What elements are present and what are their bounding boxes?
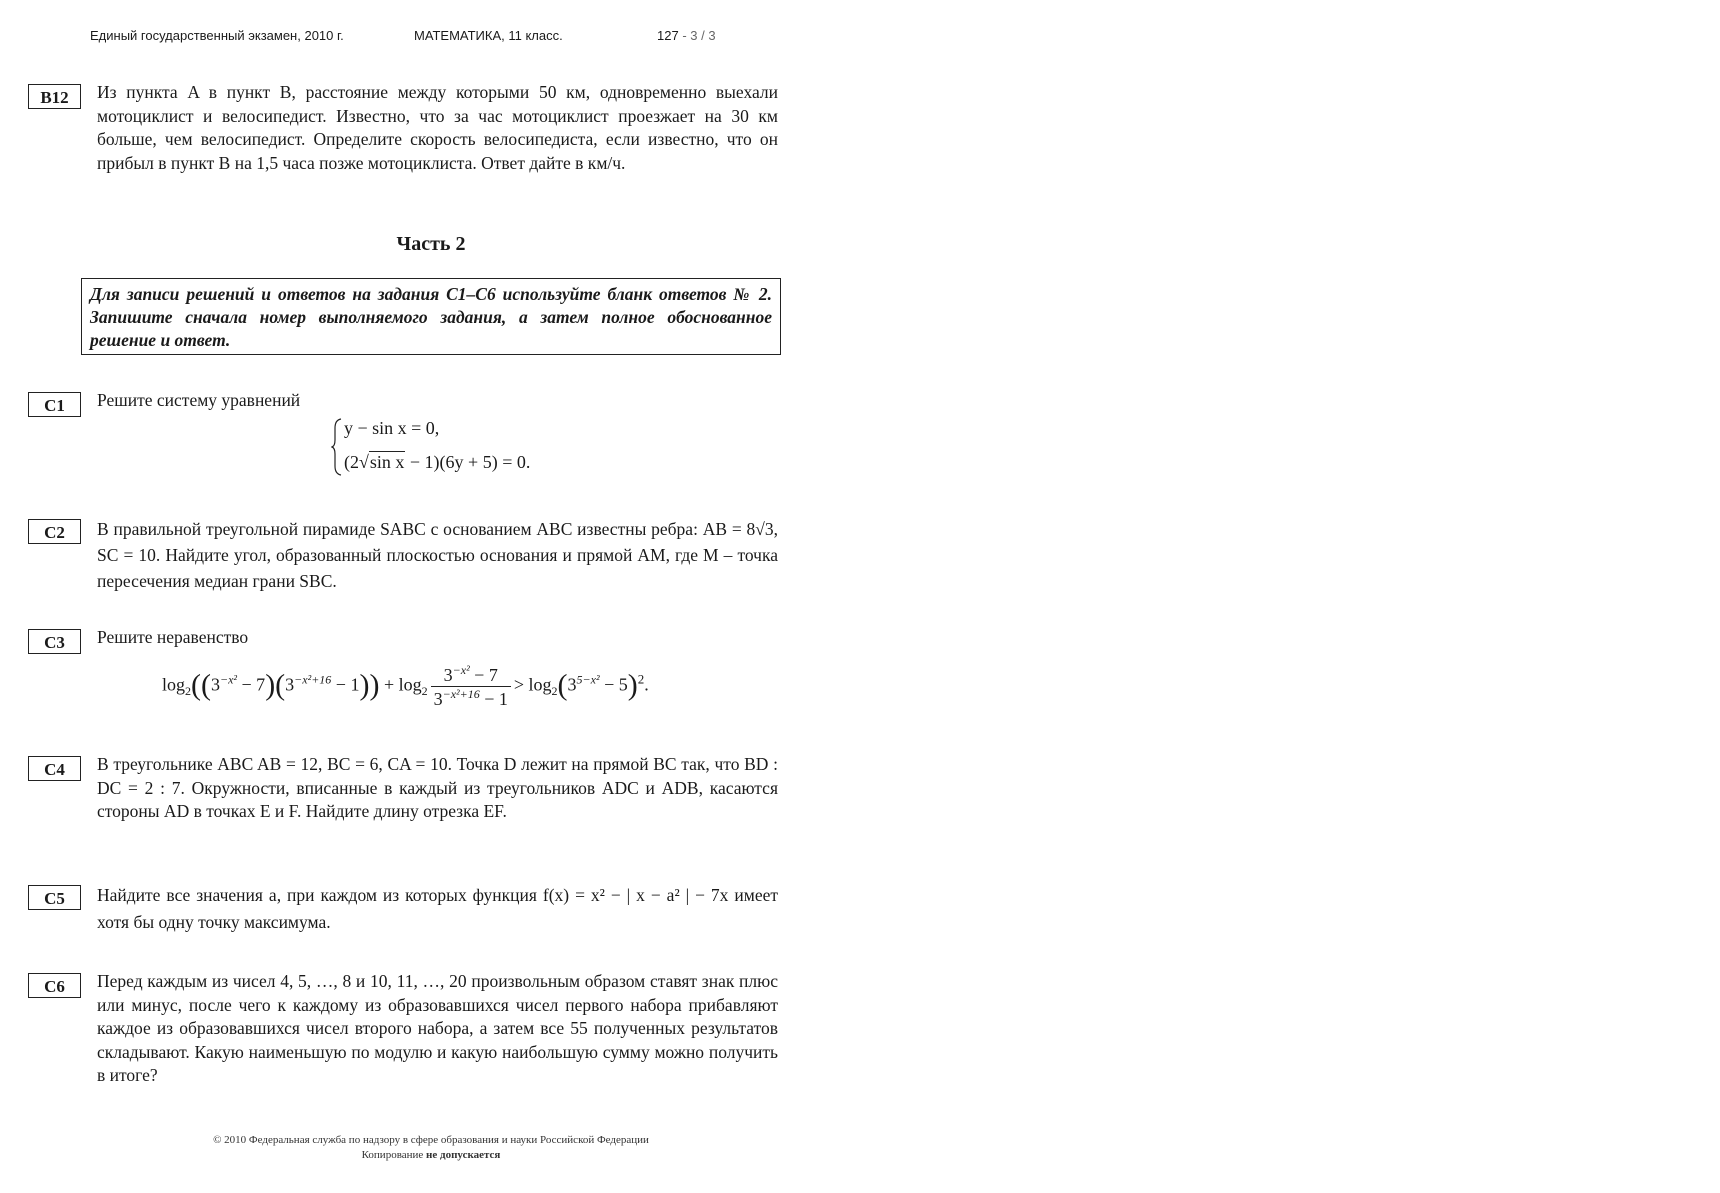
- exponent-3: 5−x²: [576, 672, 600, 687]
- task-text: Найдите все значения a, при каждом из которых функция f(x) = x² − | x − a² | − 7x имеет хотя бы одну точку максимума.: [97, 885, 778, 932]
- base-3: 3: [285, 674, 295, 695]
- exponent-2: −x²+16: [294, 672, 332, 687]
- instruction-box: Для записи решений и ответов на задания С1–С6 используйте бланк ответов № 2. Запишите сначала номер выполняемого задания, а затем полное обоснованное решение и ответ.: [81, 278, 781, 355]
- task-label: B12: [28, 84, 81, 109]
- denominator: [431, 687, 511, 710]
- copying-prohibited: не допускается: [426, 1149, 501, 1161]
- task-label: C6: [28, 973, 81, 998]
- log-1: log: [162, 674, 186, 695]
- exam-title: Единый государственный экзамен, 2010 г.: [90, 28, 344, 43]
- task-label: C1: [28, 392, 81, 417]
- greater-log: > log: [513, 674, 552, 695]
- minus-7: − 7: [237, 674, 266, 695]
- minus-7: − 7: [469, 665, 498, 685]
- page-counter: - 3 / 3: [682, 28, 716, 43]
- page-footer: [120, 1133, 742, 1163]
- numerator: [431, 663, 511, 687]
- task-text: В треугольнике ABC AB = 12, BC = 6, CA = 10. Точка D лежит на прямой BC так, что BD : DC = 2 : 7. Окружности, вписанные в каждый из треугольников ADC и ADB, касаются стороны AD в точках E и F. Найдите длину отрезка EF.: [97, 754, 778, 821]
- eq2-radicand: sin x: [369, 452, 405, 472]
- task-text: Решите систему уравнений: [97, 390, 301, 410]
- inequality-formula: $\log_2((3^{-x^2} - 7)(3^{-x^2+16} - 1)) + \log_2$ $\frac{3^{-x^2} - 7}{3^{-x^2+16} - 1}$ > $\log_2(3^{5-x^2} - 5)^2$.: [162, 663, 649, 709]
- task-label: C5: [28, 885, 81, 910]
- variant-number: 127: [657, 28, 679, 43]
- page-number: [657, 28, 716, 43]
- minus-1: − 1: [479, 689, 508, 709]
- copying-text: Копирование: [361, 1149, 427, 1161]
- power-2: 2: [637, 671, 645, 687]
- task-text: В правильной треугольной пирамиде SABC с основанием ABC известны ребра: AB = 8√3, SC = 10. Найдите угол, образованный плоскостью основания и прямой AM, где M – точка пересечения медиан грани SBC.: [97, 519, 778, 591]
- task-c2: [28, 519, 778, 599]
- minus-5: − 5: [599, 674, 628, 695]
- copying-line: [120, 1148, 742, 1163]
- task-text: Решите неравенство: [97, 627, 249, 647]
- log-base: 2: [185, 684, 192, 699]
- task-text: Перед каждым из чисел 4, 5, …, 8 и 10, 11, …, 20 произвольным образом ставят знак плюс или минус, после чего к каждому из образовавшихся чисел первого набора прибавляют каждое из образовавшихся чисел второго набора, а затем все 55 полученных результатов складывают. Какую наименьшую по модулю и какую наибольшую сумму можно получить в итоге?: [97, 971, 778, 1085]
- task-c4: [28, 756, 778, 856]
- copyright-line: © 2010 Федеральная служба по надзору в сфере образования и науки Российской Федерации: [213, 1134, 649, 1146]
- plus-log: + log: [383, 674, 422, 695]
- fraction: [431, 663, 511, 710]
- eq2-prefix: (2: [344, 452, 359, 472]
- exponent-1: −x²: [452, 663, 470, 677]
- log-base: 2: [551, 684, 558, 699]
- base-3: 3: [567, 674, 577, 695]
- task-c5: [28, 885, 778, 945]
- task-c6: [28, 973, 778, 1113]
- task-label: C2: [28, 519, 81, 544]
- task-c1: [28, 392, 778, 482]
- base-3: 3: [433, 689, 443, 709]
- task-c3: [28, 629, 778, 719]
- exponent-1: −x²: [220, 672, 238, 687]
- equation-1: y − sin x = 0,: [344, 418, 440, 438]
- period: .: [644, 674, 649, 695]
- log-base: 2: [421, 684, 428, 699]
- page-header: [90, 28, 810, 48]
- subject-title: МАТЕМАТИКА, 11 класс.: [414, 28, 563, 43]
- minus-1: − 1: [331, 674, 360, 695]
- base-3: 3: [211, 674, 220, 695]
- task-b12: [28, 84, 778, 194]
- task-text: Из пункта A в пункт B, расстояние между которыми 50 км, одновременно выехали мотоциклист и велосипедист. Известно, что за час мотоциклист проезжает на 30 км больше, чем велосипедист. Определите скорость велосипедиста, если известно, что он прибыл в пункт B на 1,5 часа позже мотоциклиста. Ответ дайте в км/ч.: [97, 82, 778, 173]
- exponent-2: −x²+16: [442, 687, 480, 701]
- task-label: C3: [28, 629, 81, 654]
- equation-2: (2√sin x − 1)(6y + 5) = 0.: [344, 452, 531, 472]
- task-label: C4: [28, 756, 81, 781]
- part-title: Часть 2: [396, 233, 466, 255]
- base-3: 3: [443, 665, 453, 685]
- system-brace: [331, 418, 343, 476]
- eq2-suffix: − 1)(6y + 5) = 0.: [405, 452, 531, 472]
